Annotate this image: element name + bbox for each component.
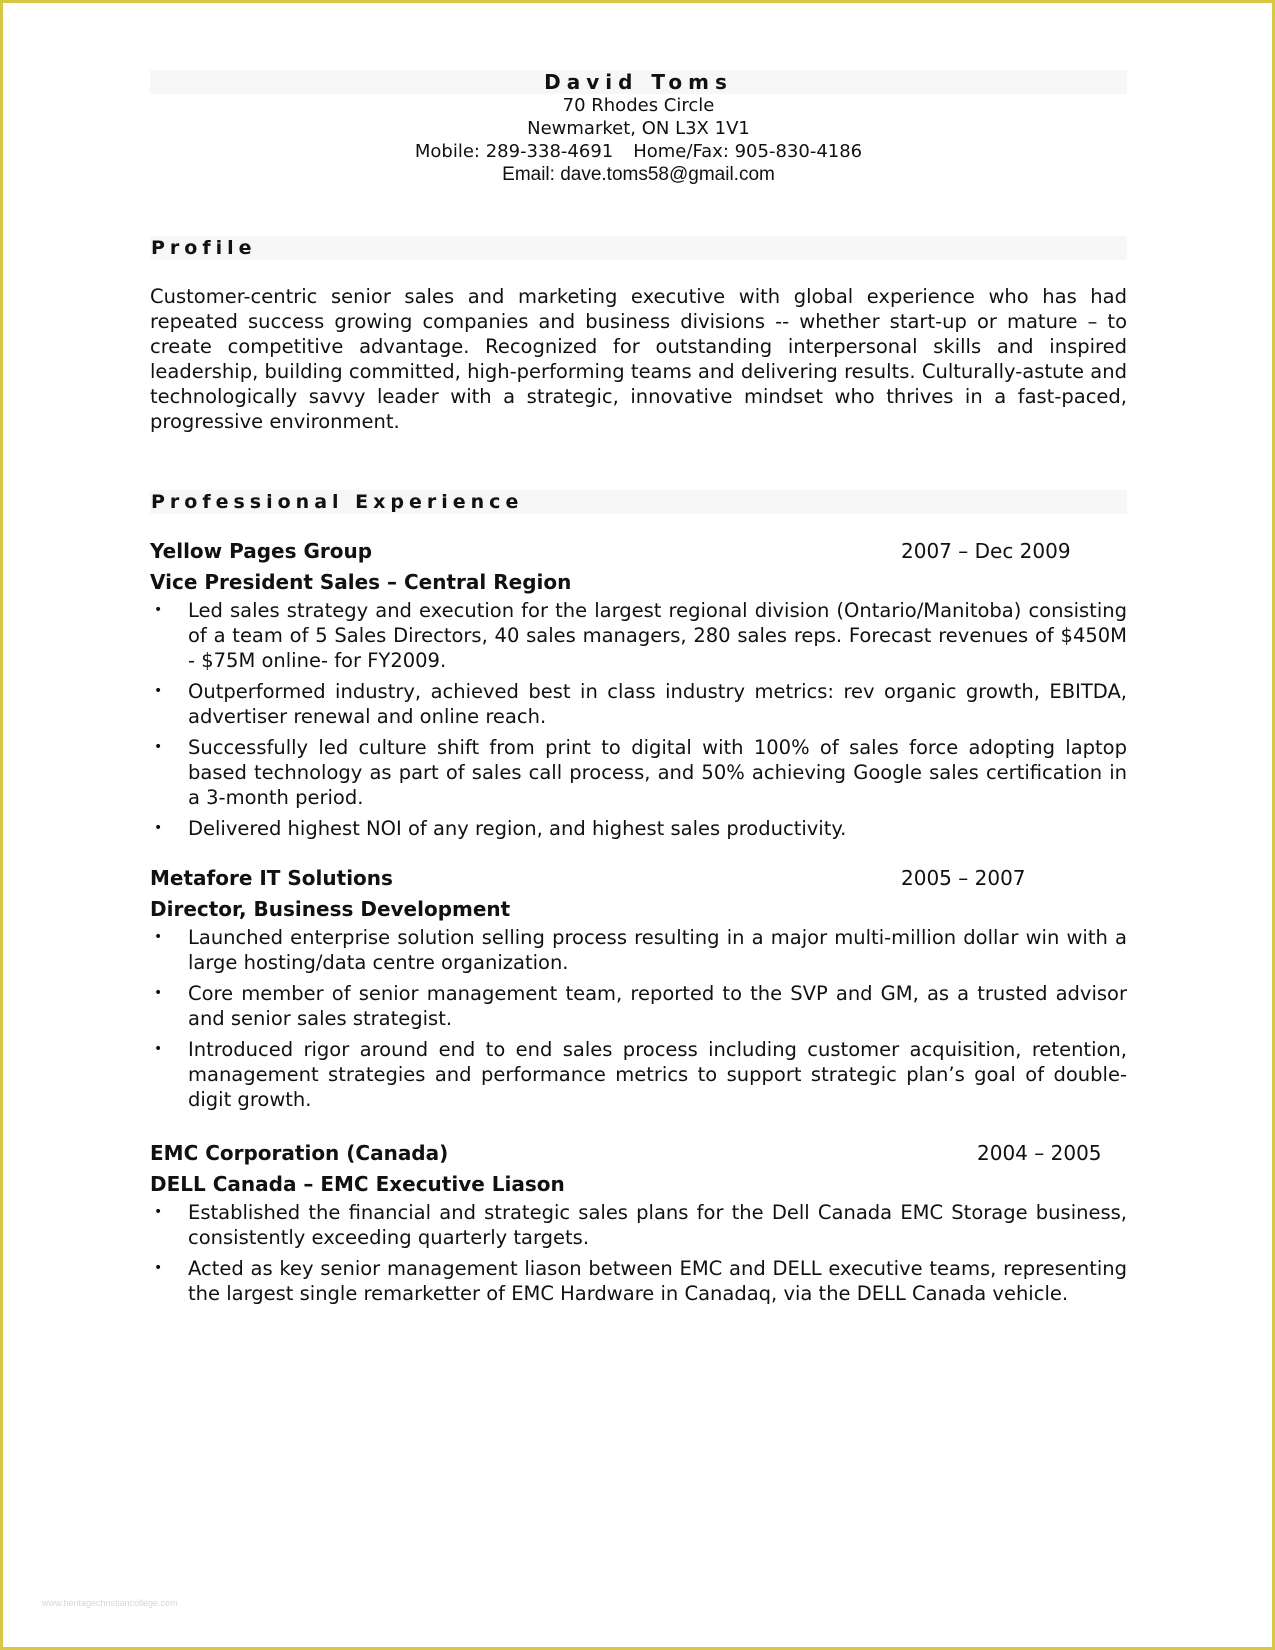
- list-item: [150, 925, 1127, 975]
- list-item: [150, 1200, 1127, 1250]
- list-item: [150, 735, 1127, 810]
- job-dates: 2005 – 2007: [901, 866, 1026, 890]
- profile-section: [150, 236, 1127, 434]
- contact-header: [150, 70, 1127, 186]
- candidate-name: David Toms: [544, 70, 733, 94]
- job-bullets: [150, 925, 1127, 1112]
- job-company: Metafore IT Solutions: [150, 866, 393, 890]
- bullet-icon: •: [154, 739, 163, 755]
- job-title: Vice President Sales – Central Region: [150, 570, 572, 594]
- job-entry: [150, 536, 1127, 841]
- job-header: [150, 1138, 1127, 1169]
- bullet-icon: •: [154, 1041, 163, 1057]
- job-bullets: [150, 598, 1127, 841]
- bullet-text: Established the financial and strategic sales plans for the Dell Canada EMC Storage business, consistently exceeding quarterly targets.: [188, 1201, 1127, 1249]
- resume-document: [150, 70, 1127, 1312]
- list-item: [150, 598, 1127, 673]
- job-bullets: [150, 1200, 1127, 1306]
- job-entry: [150, 863, 1127, 1112]
- job-dates: 2007 – Dec 2009: [901, 539, 1071, 563]
- bullet-text: Launched enterprise solution selling process resulting in a major multi-million dollar win with a large hosting/data centre organization.: [188, 926, 1127, 974]
- job-company: Yellow Pages Group: [150, 539, 373, 563]
- experience-heading: Professional Experience: [150, 490, 1127, 514]
- email-line: Email: dave.toms58@gmail.com: [502, 164, 775, 185]
- list-item: [150, 1037, 1127, 1112]
- job-company: EMC Corporation (Canada): [150, 1141, 449, 1165]
- profile-summary: Customer-centric senior sales and marketing executive with global experience who has had repeated success growing companies and business divisions -- whether start-up or mature – to create competitive advantage. Recognized for outstanding interpersonal skills and inspired leadership, building committed, high-performing teams and delivering results. Culturally-astute and technologically savvy leader with a strategic, innovative mindset who thrives in a fast-paced, progressive environment.: [150, 285, 1127, 433]
- experience-section: [150, 490, 1127, 1306]
- bullet-text: Delivered highest NOI of any region, and highest sales productivity.: [188, 817, 847, 840]
- bullet-text: Outperformed industry, achieved best in class industry metrics: rev organic growth, EBITDA, advertiser renewal and online reach.: [188, 680, 1127, 728]
- mobile-number: Mobile: 289-338-4691: [414, 141, 614, 162]
- bullet-text: Led sales strategy and execution for the largest regional division (Ontario/Manitoba) consisting of a team of 5 Sales Directors, 40 sales managers, 280 sales reps. Forecast revenues of $450M - $75M online- for FY2009.: [188, 599, 1127, 672]
- address-line-1: 70 Rhodes Circle: [562, 95, 715, 116]
- job-entry: [150, 1138, 1127, 1306]
- bullet-text: Introduced rigor around end to end sales process including customer acquisition, retention, management strategies and performance metrics to support strategic plan’s goal of double-digit growth.: [188, 1038, 1127, 1111]
- profile-heading: Profile: [150, 236, 1127, 260]
- list-item: [150, 816, 1127, 841]
- bullet-text: Acted as key senior management liason between EMC and DELL executive teams, representing the largest single remarketter of EMC Hardware in Canadaq, via the DELL Canada vehicle.: [188, 1257, 1127, 1305]
- home-fax-number: Home/Fax: 905-830-4186: [633, 141, 863, 162]
- job-title: Director, Business Development: [150, 897, 511, 921]
- bullet-icon: •: [154, 683, 163, 699]
- bullet-text: Core member of senior management team, reported to the SVP and GM, as a trusted advisor and senior sales strategist.: [188, 982, 1127, 1030]
- job-header: [150, 536, 1127, 567]
- bullet-icon: •: [154, 985, 163, 1001]
- bullet-icon: •: [154, 929, 163, 945]
- job-dates: 2004 – 2005: [977, 1141, 1102, 1165]
- list-item: [150, 679, 1127, 729]
- watermark-text: www.heritagechristiancollege.com: [42, 1598, 178, 1608]
- bullet-icon: •: [154, 1260, 163, 1276]
- list-item: [150, 981, 1127, 1031]
- name-band: [150, 70, 1127, 94]
- list-item: [150, 1256, 1127, 1306]
- address-line-2: Newmarket, ON L3X 1V1: [527, 118, 750, 139]
- job-title: DELL Canada – EMC Executive Liason: [150, 1172, 565, 1196]
- job-header: [150, 863, 1127, 894]
- phone-line: [150, 140, 1127, 163]
- bullet-text: Successfully led culture shift from print to digital with 100% of sales force adopting laptop based technology as part of sales call process, and 50% achieving Google sales certification in a 3-month period.: [188, 736, 1127, 809]
- bullet-icon: •: [154, 820, 163, 836]
- bullet-icon: •: [154, 1204, 163, 1220]
- bullet-icon: •: [154, 602, 163, 618]
